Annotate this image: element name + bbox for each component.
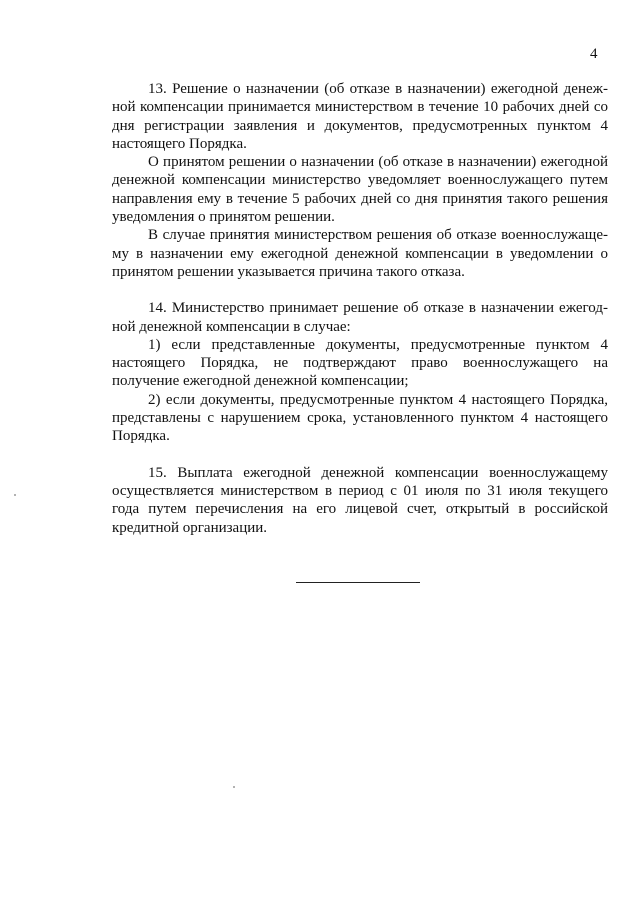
paragraph-14-refusal-intro: 14. Министерство принимает решение об отказе в назначении ежегодной денежной компенсации в случае: bbox=[112, 300, 608, 335]
paragraph-14-case-1: 1) если представленные документы, предусмотренные пунктом 4 настоящего Порядка, не подтверждают право военнослужащего на получение ежегодной денежной компенсации; bbox=[112, 336, 608, 390]
section-gap bbox=[112, 446, 608, 464]
document-body bbox=[112, 80, 608, 537]
scan-speck bbox=[14, 494, 16, 496]
paragraph-13-decision-term: 13. Решение о назначении (об отказе в назначении) ежегодной денежной компенсации принимается министерством в течение 10 рабочих дней со дня регистрации заявления и документов, предусмотренных пунктом 4 настоящего Порядка. bbox=[112, 81, 608, 152]
end-of-text-rule bbox=[296, 582, 420, 583]
paragraph-13-refusal-reason: В случае принятия министерством решения об отказе военнослужащему в назначении ему ежегодной денежной компенсации в уведомлении о принятом решении указывается причина такого отказа. bbox=[112, 227, 608, 280]
paragraph-15-payment: 15. Выплата ежегодной денежной компенсации военнослужащему осуществляется министерством в период с 01 июля по 31 июля текущего года путем перечисления на его лицевой счет, открытый в российской кредитной организации. bbox=[112, 464, 608, 536]
page-number: 4 bbox=[590, 46, 598, 62]
scan-speck bbox=[233, 786, 235, 788]
section-gap bbox=[112, 281, 608, 299]
paragraph-13-notification: О принятом решении о назначении (об отказе в назначении) ежегодной денежной компенсации министерство уведомляет военнослужащего путем направления ему в течение 5 рабочих дней со дня принятия такого решения уведомления о принятом решении. bbox=[112, 154, 608, 226]
paragraph-14-case-2: 2) если документы, предусмотренные пунктом 4 настоящего Порядка, представлены с нарушением срока, установленного пунктом 4 настоящего Порядка. bbox=[112, 391, 608, 445]
